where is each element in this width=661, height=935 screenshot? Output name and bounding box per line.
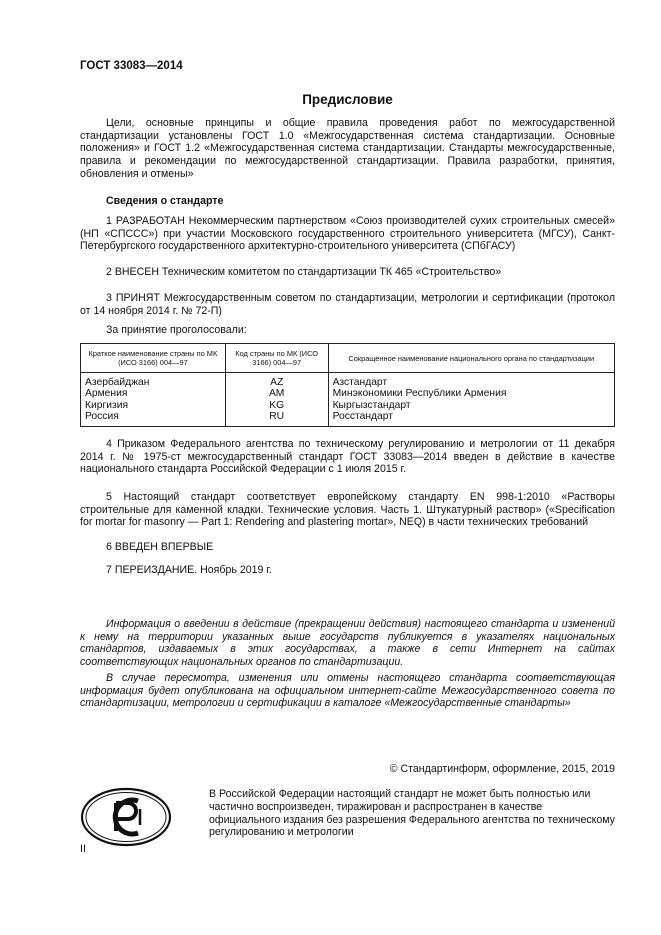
page-title: Предисловие [302,92,393,107]
vote-intro: За принятие проголосовали: [106,324,247,336]
table-row [81,373,615,389]
section-title: Сведения о стандарте [106,195,224,207]
table-header-row [81,344,615,373]
table-cell-country: Азербайджан [81,373,226,389]
table-cell-body: Росстандарт [328,411,614,426]
table-header-body: Сокращенное наименование национального органа по стандартизации [328,344,614,373]
table-cell-code: AZ [225,373,328,389]
item-3: 3 ПРИНЯТ Межгосударственным советом по стандартизации, метрологии и сертификации (протокол от 14 ноября 2014 г. № 72-П) [80,292,615,317]
table-cell-code: RU [225,411,328,426]
table-row [81,400,615,411]
table-cell-body: Кыргызстандарт [328,400,614,411]
table-header-country: Краткое наименование страны по МК (ИСО 3166) 004—97 [81,344,226,373]
item-1: 1 РАЗРАБОТАН Некоммерческим партнерством «Союз производителей сухих строительных смесей» (НП «СПССС») при участии Московского государственного строительного университета (МГСУ), Санкт-Петербургского государственного архитектурно-строительного университета (СПбГАСУ) [80,215,615,253]
table-cell-country: Армения [81,388,226,399]
table-cell-country: Россия [81,411,226,426]
table-row [81,388,615,399]
table-cell-country: Киргизия [81,400,226,411]
copyright-line: © Стандартинформ, оформление, 2015, 2019 [389,763,615,775]
gost-r-logo-icon [80,787,172,847]
voting-table [80,343,615,427]
table-row [81,411,615,426]
table-cell-code: AM [225,388,328,399]
table-cell-code: KG [225,400,328,411]
item-4: 4 Приказом Федерального агентства по техническому регулированию и метрологии от 11 декабря 2014 г. № 1975-ст межгосударственный стандарт ГОСТ 33083—2014 введен в действие в качестве национального стандарта Российской Федерации с 1 июля 2015 г. [80,438,615,476]
item-6: 6 ВВЕДЕН ВПЕРВЫЕ [106,541,214,553]
item-2: 2 ВНЕСЕН Техническим комитетом по стандартизации ТК 465 «Строительство» [106,266,502,278]
info-paragraph-1: Информация о введении в действие (прекращении действия) настоящего стандарта и изменений к нему на территории указанных выше государств публикуется в указателях национальных стандартов, издаваемых в этих государствах, а также в сети Интернет на сайтах соответствующих национальных органов по стандартизации. [80,618,615,669]
item-5: 5 Настоящий стандарт соответствует европейскому стандарту EN 998-1:2010 «Растворы строительные для каменной кладки. Технические условия. Часть 1. Штукатурный раствор» («Specification for mortar for masonry — Part 1: Rendering and plastering mortar», NEQ) в части технических требований [80,491,615,529]
table-cell-body: Минэкономики Республики Армения [328,388,614,399]
document-header: ГОСТ 33083—2014 [80,60,183,72]
info-paragraph-2: В случае пересмотра, изменения или отмены настоящего стандарта соответствующая информация будет опубликована на официальном интернет-сайте Межгосударственного совета по стандартизации, метрологии и сертификации в каталоге «Межгосударственные стандарты» [80,672,615,710]
intro-paragraph: Цели, основные принципы и общие правила проведения работ по межгосударственной стандартизации установлены ГОСТ 1.0 «Межгосударственная система стандартизации. Основные положения» и ГОСТ 1.2 «Межгосударственная система стандартизации. Стандарты межгосударственные, правила и рекомендации по межгосударственной стандартизации. Правила разработки, принятия, обновления и отмены» [80,117,615,180]
table-cell-body: Азстандарт [328,373,614,389]
copyright-notice: В Российской Федерации настоящий стандарт не может быть полностью или частично воспроизведен, тиражирован и распространен в качестве официального издания без разрешения Федерального агентства по техническому регулированию и метрологии [209,788,615,839]
table-header-code: Код страны по МК (ИСО 3166) 004—97 [225,344,328,373]
page-number: II [80,843,86,855]
item-7: 7 ПЕРЕИЗДАНИЕ. Ноябрь 2019 г. [106,564,272,576]
